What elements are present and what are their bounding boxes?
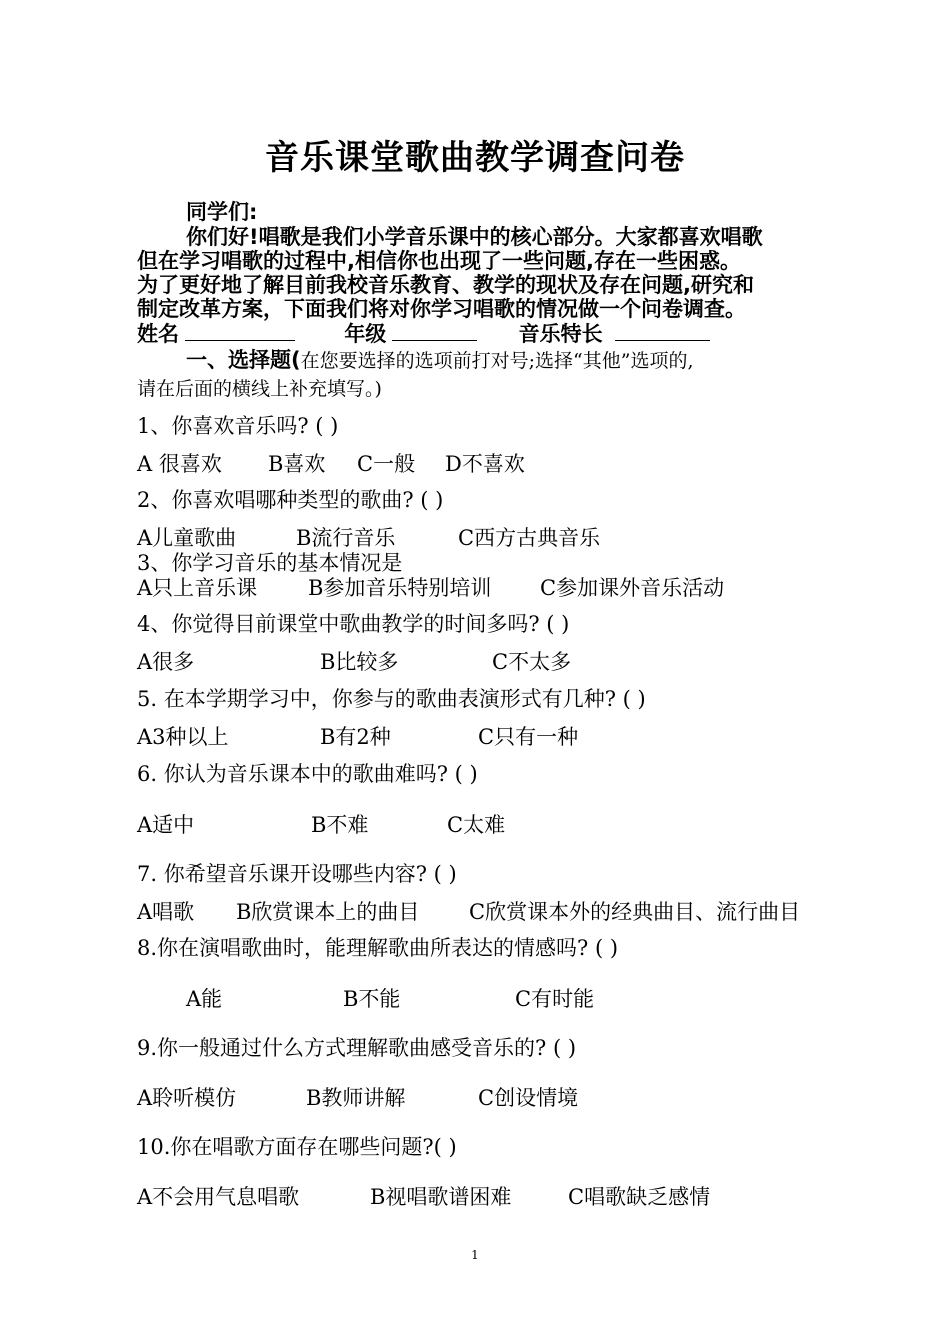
option[interactable]: B喜欢	[268, 452, 326, 476]
greeting: 同学们:	[186, 200, 258, 224]
option[interactable]: A不会用气息唱歌	[137, 1185, 300, 1209]
option[interactable]: C创设情境	[478, 1086, 579, 1110]
option[interactable]: C不太多	[492, 650, 572, 674]
section-heading: 一、选择题(	[186, 348, 301, 372]
question-text: 3、你学习音乐的基本情况是	[137, 551, 403, 575]
option[interactable]: C太难	[447, 813, 506, 837]
grade-label: 年级	[344, 322, 387, 346]
question-text: 8.你在演唱歌曲时，能理解歌曲所表达的情感吗? ( )	[137, 936, 619, 960]
option[interactable]: A适中	[137, 813, 195, 837]
option[interactable]: C唱歌缺乏感情	[568, 1185, 711, 1209]
option[interactable]: B参加音乐特别培训	[308, 576, 492, 600]
option[interactable]: A能	[186, 987, 223, 1011]
option[interactable]: B比较多	[320, 650, 399, 674]
grade-blank[interactable]	[392, 322, 477, 341]
question-text: 1、你喜欢音乐吗? ( )	[137, 414, 339, 438]
question-text: 7. 你希望音乐课开设哪些内容? ( )	[137, 862, 457, 886]
option[interactable]: B欣赏课本上的曲目	[236, 900, 420, 924]
option[interactable]: C西方古典音乐	[458, 526, 601, 550]
intro-line: 但在学习唱歌的过程中,相信你也出现了一些问题,存在一些困惑。	[137, 249, 741, 273]
talent-blank[interactable]	[615, 322, 710, 341]
option[interactable]: A儿童歌曲	[137, 526, 237, 550]
option[interactable]: A只上音乐课	[137, 576, 258, 600]
option[interactable]: A聆听模仿	[137, 1086, 237, 1110]
option[interactable]: A唱歌	[137, 900, 195, 924]
option[interactable]: A3种以上	[137, 725, 229, 749]
question-text: 6. 你认为音乐课本中的歌曲难吗? ( )	[137, 762, 478, 786]
option[interactable]: B不能	[343, 987, 401, 1011]
page-title: 音乐课堂歌曲教学调查问卷	[265, 138, 685, 178]
question-text: 9.你一般通过什么方式理解歌曲感受音乐的? ( )	[137, 1036, 577, 1060]
option[interactable]: C一般	[357, 452, 416, 476]
option[interactable]: B流行音乐	[296, 526, 396, 550]
field-row	[137, 322, 710, 346]
question-text: 4、你觉得目前课堂中歌曲教学的时间多吗? ( )	[137, 612, 570, 636]
question-text: 10.你在唱歌方面存在哪些问题?( )	[137, 1135, 457, 1159]
talent-label: 音乐特长	[518, 322, 603, 346]
question-text: 5. 在本学期学习中，你参与的歌曲表演形式有几种? ( )	[137, 687, 646, 711]
name-label: 姓名	[137, 322, 179, 346]
section-heading-row	[186, 348, 693, 373]
intro-line: 你们好!唱歌是我们小学音乐课中的核心部分。大家都喜欢唱歌	[186, 225, 763, 249]
page-number: 1	[471, 1248, 479, 1262]
intro-line: 制定改革方案，下面我们将对你学习唱歌的情况做一个问卷调查。	[137, 297, 746, 321]
option[interactable]: A 很喜欢	[137, 452, 222, 476]
option[interactable]: B不难	[311, 813, 369, 837]
option[interactable]: C欣赏课本外的经典曲目、流行曲目	[469, 900, 801, 924]
option[interactable]: C只有一种	[478, 725, 579, 749]
option[interactable]: B视唱歌谱困难	[370, 1185, 512, 1209]
option[interactable]: B教师讲解	[306, 1086, 406, 1110]
option[interactable]: C参加课外音乐活动	[540, 576, 725, 600]
section-instruction: 在您要选择的选项前打对号;选择“其他”选项的,	[300, 350, 694, 372]
option[interactable]: D不喜欢	[445, 452, 525, 476]
option[interactable]: A很多	[137, 650, 195, 674]
section-instruction: 请在后面的横线上补充填写。)	[137, 378, 382, 400]
option[interactable]: B有2种	[320, 725, 391, 749]
option[interactable]: C有时能	[515, 987, 595, 1011]
name-blank[interactable]	[185, 322, 295, 341]
intro-line: 为了更好地了解目前我校音乐教育、教学的现状及存在问题,研究和	[137, 273, 754, 297]
question-text: 2、你喜欢唱哪种类型的歌曲? ( )	[137, 488, 444, 512]
